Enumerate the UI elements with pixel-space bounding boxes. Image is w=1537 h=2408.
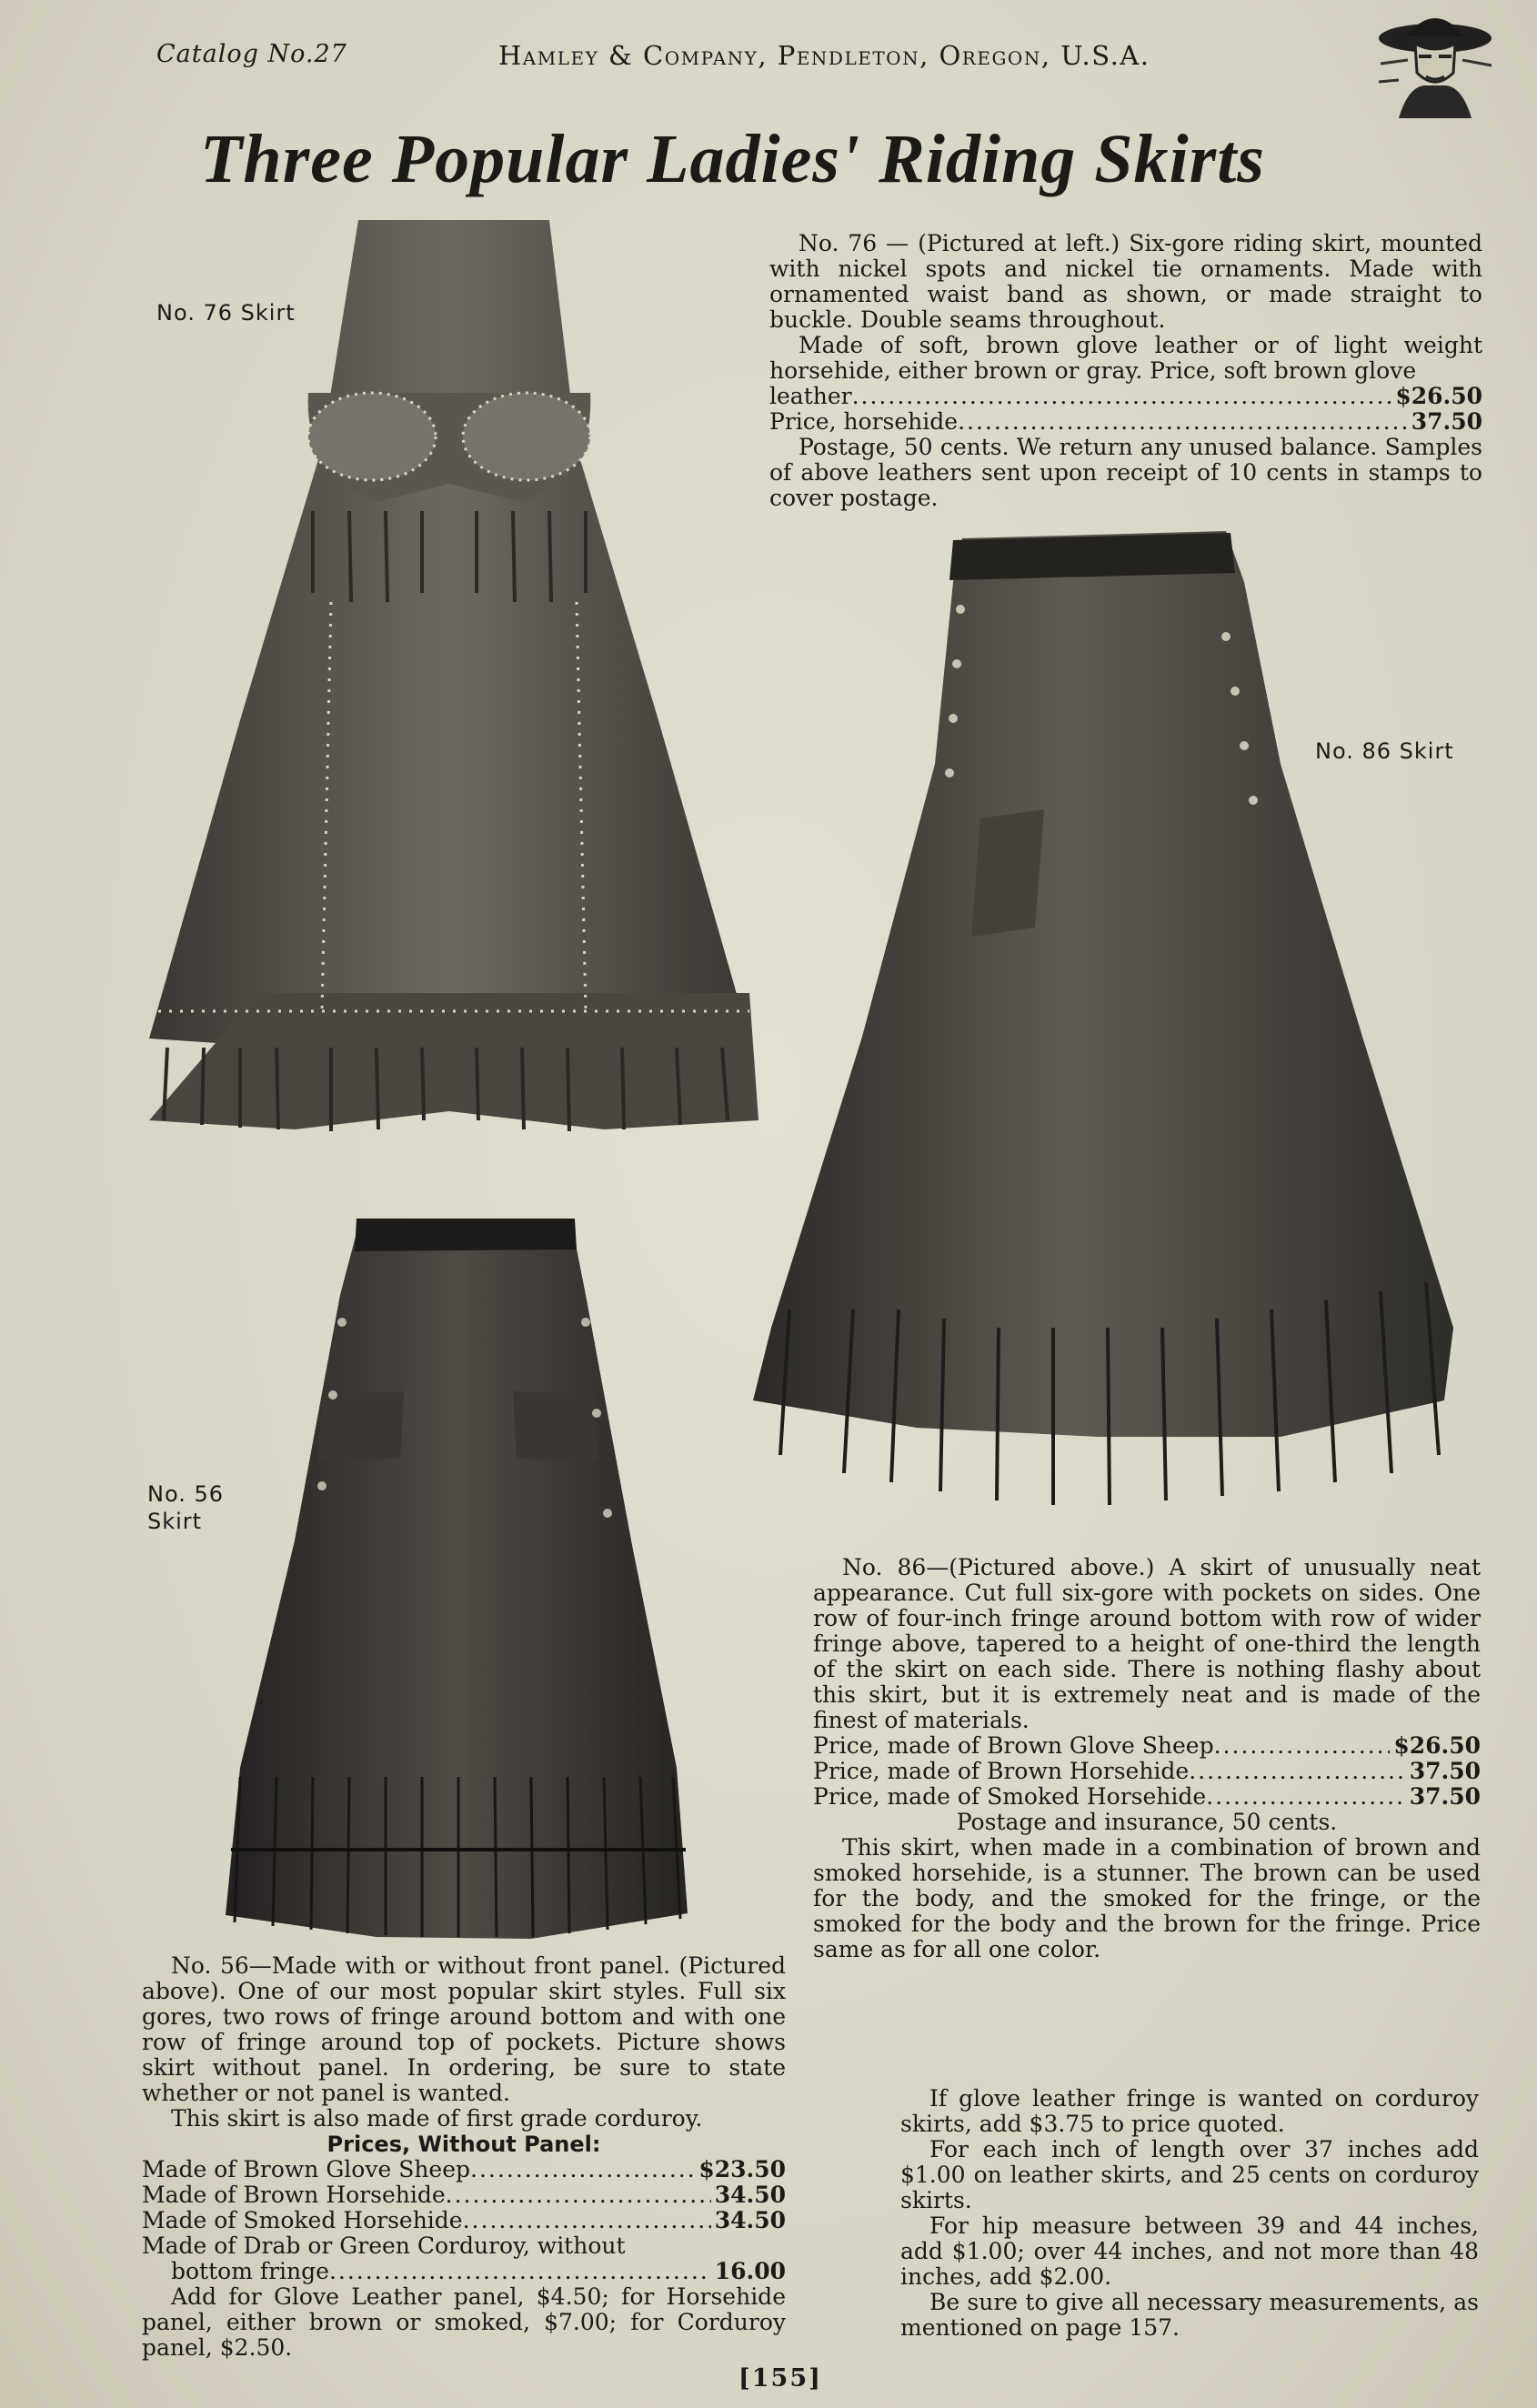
skirt-56-description	[142, 1953, 786, 2361]
company-header: Hamley & Company, Pendleton, Oregon, U.S.A.	[498, 40, 1150, 71]
skirt-56-corduroy-line: Made of Drab or Green Corduroy, without	[142, 2232, 626, 2259]
skirt-86-price-brown-horsehide: Price, made of Brown Horsehide ..... 37.50	[813, 1759, 1481, 1784]
catalog-number: Catalog No.27	[156, 40, 347, 68]
skirt-86-text-1: No. 86—(Pictured above.) A skirt of unusually neat appearance. Cut full six-gore with pockets on sides. One row of four-inch fringe around bottom with row of wider fringe above, tapered to a height of one-third the length of the skirt on each side. There is nothing flashy about this skirt, but it is extremely neat and is made of the finest of materials.	[813, 1554, 1481, 1733]
skirt-86-price-smoked-horsehide: Price, made of Smoked Horsehide ..... 37.50	[813, 1784, 1481, 1810]
caption-skirt-76: No. 76 Skirt	[156, 300, 296, 326]
note-item: For each inch of length over 37 inches add $1.00 on leather skirts, and 25 cents on corduroy skirts.	[900, 2136, 1479, 2213]
skirt-56-text-3: Add for Glove Leather panel, $4.50; for Horsehide panel, either brown or smoked, $7.00; for Corduroy panel, $2.50.	[142, 2283, 786, 2361]
skirt-86-image	[735, 527, 1481, 1537]
page-title: Three Popular Ladies' Riding Skirts	[200, 121, 1265, 197]
note-item: For hip measure between 39 and 44 inches, add $1.00; over 44 inches, and not more than 48 inches, add $2.00.	[900, 2212, 1479, 2290]
skirt-56-image	[222, 1213, 695, 1946]
skirt-86-text-2: This skirt, when made in a combination of brown and smoked horsehide, is a stunner. The brown can be used for the body, and the smoked for the fringe, or the smoked for the body and the brown for the fringe. Price same as for all one color.	[813, 1834, 1481, 1962]
skirt-76-image	[149, 211, 758, 1202]
skirt-56-price-corduroy: bottom fringe ..... 16.00	[142, 2259, 786, 2284]
skirt-76-text-2: Made of soft, brown glove leather or of light weight horsehide, either brown or gray. Price, soft brown glove	[769, 332, 1482, 384]
page-number: [155]	[738, 2364, 822, 2393]
caption-skirt-86: No. 86 Skirt	[1315, 738, 1454, 764]
note-item: If glove leather fringe is wanted on corduroy skirts, add $3.75 to price quoted.	[900, 2085, 1479, 2137]
skirt-56-text-1: No. 56—Made with or without front panel. (Pictured above). One of our most popular skirt styles. Full six gores, two rows of fringe around bottom and with one row of fringe around top of pockets. Picture shows skirt without panel. In ordering, be sure to state whether or not panel is wanted.	[142, 1952, 786, 2106]
skirt-76-price-horsehide: Price, horsehide ..... 37.50	[769, 409, 1482, 435]
skirt-86-description	[813, 1555, 1481, 1962]
skirt-76-description	[769, 231, 1482, 511]
skirt-56-price-glove-sheep: Made of Brown Glove Sheep ..... $23.50	[142, 2157, 786, 2182]
skirt-56-price-smoked-horsehide: Made of Smoked Horsehide ..... 34.50	[142, 2208, 786, 2233]
skirt-76-price-leather: leather ..... $26.50	[769, 384, 1482, 409]
skirt-56-price-brown-horsehide: Made of Brown Horsehide ..... 34.50	[142, 2182, 786, 2208]
skirt-86-price-glove-sheep: Price, made of Brown Glove Sheep ..... $26.50	[813, 1733, 1481, 1759]
skirt-86-postage: Postage and insurance, 50 cents.	[956, 1809, 1338, 1835]
skirt-76-text-1: No. 76 — (Pictured at left.) Six-gore riding skirt, mounted with nickel spots and nickel tie ornaments. Made with ornamented waist band as shown, or made straight to buckle. Double seams throughout.	[769, 230, 1482, 333]
skirt-56-text-2: This skirt is also made of first grade corduroy.	[171, 2105, 703, 2132]
note-item: Be sure to give all necessary measurements, as mentioned on page 157.	[900, 2289, 1479, 2341]
skirt-56-prices-heading: Prices, Without Panel:	[326, 2132, 601, 2157]
notes-block	[900, 2086, 1479, 2341]
caption-skirt-56: No. 56 Skirt	[147, 1481, 225, 1534]
skirt-76-text-3: Postage, 50 cents. We return any unused balance. Samples of above leathers sent upon receipt of 10 cents in stamps to cover postage.	[769, 434, 1482, 511]
cowboy-logo	[1371, 0, 1499, 118]
